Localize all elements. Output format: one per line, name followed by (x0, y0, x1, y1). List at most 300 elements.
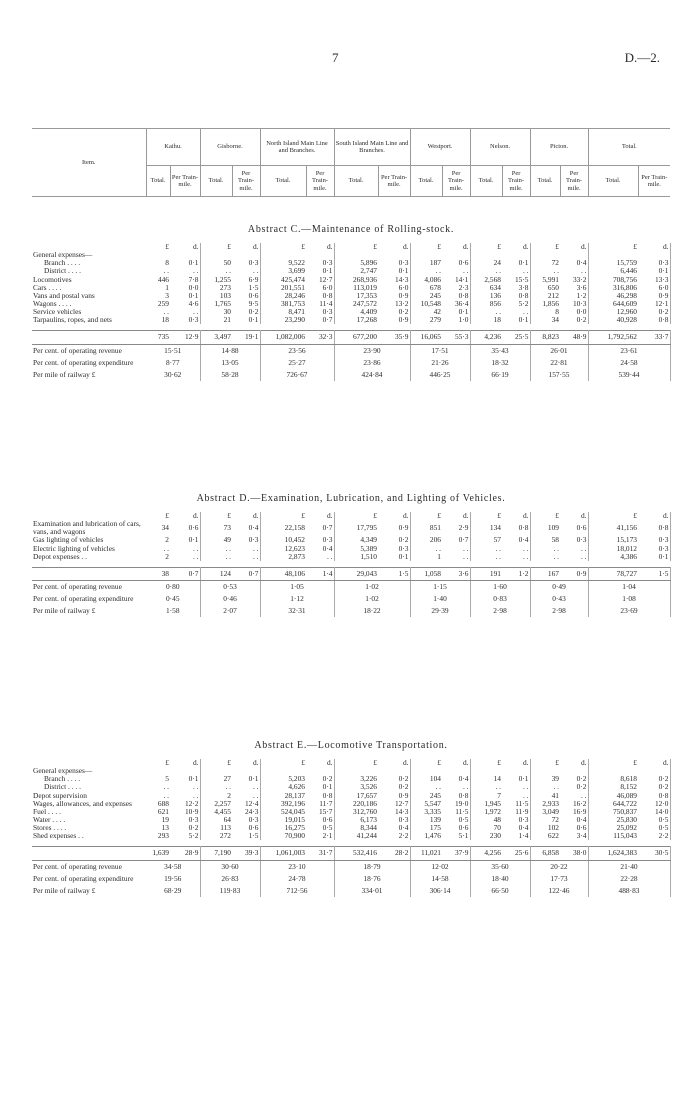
row-cell (530, 767, 560, 775)
row-cell: . . (560, 545, 588, 553)
row-cell (588, 767, 638, 775)
percentage-value: 23·90 (334, 344, 410, 357)
row-cell: 8,344 (360, 824, 377, 833)
row-cell: 750,837 (612, 807, 637, 816)
unit-cell: d. (232, 512, 260, 520)
row-label: Examination and lubrication of cars, vans, and wagons (33, 520, 141, 537)
row-cell: . . (560, 553, 588, 561)
table-row (32, 832, 670, 840)
row-cell: . . (442, 553, 470, 561)
total-row (32, 567, 670, 580)
row-cell: 17,268 (356, 316, 377, 325)
percentage-value: 58·28 (200, 369, 260, 381)
row-cell: 0·6 (306, 816, 334, 824)
row-cell: . . (502, 545, 530, 553)
row-cell: . . (163, 308, 169, 317)
row-cell: 18 (161, 316, 169, 325)
row-cell: 3 (165, 291, 169, 300)
row-cell: . . (163, 544, 169, 553)
row-cell: 0·2 (170, 824, 200, 832)
row-cell: 11·9 (502, 808, 530, 816)
row-cell: 3·4 (560, 832, 588, 840)
unit-cell: d. (170, 759, 200, 767)
row-cell: 64 (223, 815, 231, 824)
row-cell: 11·5 (442, 808, 470, 816)
row-cell: 0·8 (502, 292, 530, 300)
row-cell: 0·4 (502, 824, 530, 832)
row-cell: 247,572 (352, 299, 377, 308)
row-cell: 220,186 (352, 799, 377, 808)
row-cell: 0·3 (306, 308, 334, 316)
percentage-value: 334·01 (334, 885, 410, 897)
percentage-row (32, 344, 670, 357)
total-cell: 0·9 (560, 567, 588, 580)
row-label: General expenses— (33, 767, 93, 776)
total-cell: 31·7 (306, 847, 334, 860)
row-cell: . . (495, 552, 501, 561)
unit-cell: £ (227, 512, 231, 520)
row-cell: 0·2 (378, 775, 410, 783)
row-cell: 524,045 (280, 807, 305, 816)
row-cell: 1·2 (560, 292, 588, 300)
row-cell: 1,856 (542, 299, 559, 308)
sub-header-total: Total. (410, 166, 442, 197)
row-cell: 0·3 (638, 259, 670, 267)
row-cell: 0·1 (232, 775, 260, 783)
row-cell: 14·3 (378, 276, 410, 284)
row-cell: 6·0 (306, 284, 334, 292)
row-cell: 1 (437, 552, 441, 561)
row-cell: . . (170, 792, 200, 800)
total-cell: 1,639 (146, 847, 170, 860)
row-cell: 644,722 (612, 799, 637, 808)
row-cell: 0·1 (638, 267, 670, 275)
unit-cell: d. (638, 243, 670, 251)
total-cell: 0·7 (170, 567, 200, 580)
unit-cell: £ (555, 512, 559, 520)
row-cell: 206 (429, 536, 441, 545)
total-row (32, 847, 670, 860)
sub-header-total: Total. (146, 166, 170, 197)
row-cell: 0·1 (170, 259, 200, 267)
row-cell: 4,455 (214, 807, 231, 816)
percentage-value: 1·05 (260, 580, 334, 593)
row-cell: . . (560, 792, 588, 800)
row-cell: 0·1 (502, 775, 530, 783)
row-cell: 0·3 (306, 259, 334, 267)
row-cell: 0·0 (560, 308, 588, 316)
table-row (32, 520, 670, 536)
row-cell: 13 (161, 824, 169, 833)
row-cell: 0·4 (378, 824, 410, 832)
percentage-value: 14·88 (200, 344, 260, 357)
total-cell: 29,043 (334, 567, 378, 580)
row-cell: . . (435, 783, 441, 792)
row-cell: 2·1 (306, 832, 334, 840)
row-cell: 50 (223, 259, 231, 268)
row-cell: 134 (489, 523, 501, 533)
row-cell: 5,203 (288, 775, 305, 784)
row-cell: 0·3 (638, 536, 670, 544)
unit-cell: £ (373, 759, 377, 767)
row-cell: 0·2 (378, 783, 410, 791)
abstract-d-section (32, 493, 670, 617)
percentage-value: 1·02 (334, 593, 410, 605)
percentage-value: 1·12 (260, 593, 334, 605)
row-cell: 46,089 (616, 791, 637, 800)
row-cell: . . (232, 792, 260, 800)
item-header: Item. (32, 129, 146, 197)
row-cell: 0·6 (170, 520, 200, 536)
row-cell: 0·3 (170, 316, 200, 324)
unit-cell: £ (633, 759, 637, 767)
row-cell: 11·7 (306, 800, 334, 808)
row-cell: 0·1 (502, 259, 530, 267)
row-cell: 73 (223, 523, 231, 533)
row-cell: 230 (489, 832, 501, 841)
row-cell: 0·8 (638, 520, 670, 536)
sub-header-per-train-mile: Per Train-mile. (442, 166, 470, 197)
row-label: Stores . . . . (33, 824, 67, 833)
row-cell: 3·6 (560, 284, 588, 292)
row-cell (470, 767, 502, 775)
row-cell: 0·8 (306, 792, 334, 800)
row-cell: 41 (551, 791, 559, 800)
row-cell: 28,137 (284, 791, 305, 800)
unit-cell: £ (497, 759, 501, 767)
row-cell: 49 (223, 536, 231, 545)
row-cell: 36·4 (442, 300, 470, 308)
row-cell: 259 (157, 299, 169, 308)
row-cell: 0·1 (170, 292, 200, 300)
row-cell: 0·3 (378, 545, 410, 553)
row-cell: 21 (223, 316, 231, 325)
percentage-value: 13·05 (200, 357, 260, 369)
percentage-value: 2·07 (200, 605, 260, 617)
row-cell: 57 (493, 536, 501, 545)
row-cell: 23,290 (284, 316, 305, 325)
row-cell: . . (495, 267, 501, 276)
units-row (32, 759, 670, 767)
row-cell: 2 (165, 536, 169, 545)
unit-cell: d. (502, 243, 530, 251)
row-label: Cars . . . . (33, 283, 62, 292)
total-cell: 8,823 (530, 331, 560, 344)
row-cell: 245 (429, 291, 441, 300)
table-row (32, 316, 670, 324)
row-cell (442, 767, 470, 775)
table-row (32, 308, 670, 316)
row-cell: 34 (161, 523, 169, 533)
table-row (32, 292, 670, 300)
row-cell: 72 (551, 259, 559, 268)
sub-header-per-train-mile: Per Train-mile. (170, 166, 200, 197)
row-cell: 0·3 (232, 259, 260, 267)
row-cell: 273 (219, 283, 231, 292)
unit-cell: £ (633, 512, 637, 520)
abstract-title: Abstract C.—Maintenance of Rolling-stock. (247, 224, 455, 235)
row-cell: 0·1 (170, 775, 200, 783)
percentage-value: 15·51 (146, 344, 200, 357)
row-cell: . . (435, 267, 441, 276)
row-cell: 58 (551, 536, 559, 545)
total-cell: 48·9 (560, 331, 588, 344)
row-cell: 0·8 (502, 520, 530, 536)
percentage-value: 119·83 (200, 885, 260, 897)
row-cell: 316,806 (612, 283, 637, 292)
table-row (32, 267, 670, 275)
row-cell: 25,092 (616, 824, 637, 833)
total-cell: 677,200 (334, 331, 378, 344)
percentage-value: 35·60 (470, 860, 530, 873)
row-cell: 0·9 (378, 792, 410, 800)
total-cell: 1·5 (638, 567, 670, 580)
sub-header-total: Total. (470, 166, 502, 197)
percentage-value: 712·56 (260, 885, 334, 897)
sub-header-total: Total. (200, 166, 232, 197)
row-cell: 11·4 (306, 300, 334, 308)
row-cell: 0·1 (306, 267, 334, 275)
table-row (32, 783, 670, 791)
row-cell: 0·6 (232, 292, 260, 300)
row-cell: . . (306, 553, 334, 561)
row-cell: 0·7 (306, 316, 334, 324)
total-cell: 3·6 (442, 567, 470, 580)
row-cell: 7 (497, 791, 501, 800)
row-cell: 446 (157, 275, 169, 284)
section-header: South Island Main Line and Branches. (334, 129, 410, 166)
row-cell: 6·0 (378, 284, 410, 292)
unit-cell: d. (502, 759, 530, 767)
row-cell: . . (225, 552, 231, 561)
units-label (32, 512, 146, 520)
row-cell (470, 251, 502, 259)
total-cell: 191 (470, 567, 502, 580)
total-cell: 6,858 (530, 847, 560, 860)
unit-cell: £ (373, 512, 377, 520)
row-cell (638, 251, 670, 259)
row-cell: 12,623 (284, 544, 305, 553)
unit-cell: £ (497, 243, 501, 251)
row-cell: . . (553, 552, 559, 561)
row-cell: 104 (429, 775, 441, 784)
table-row (32, 536, 670, 544)
row-label: Shed expenses . . (33, 832, 84, 841)
row-cell: 41,156 (616, 523, 637, 533)
row-cell: 11·5 (502, 800, 530, 808)
percentage-value: 23·61 (588, 344, 670, 357)
row-cell (146, 767, 170, 775)
row-cell: 0·2 (232, 308, 260, 316)
row-cell: 2,933 (542, 799, 559, 808)
percentage-value: 24·58 (588, 357, 670, 369)
row-cell: 28,246 (284, 291, 305, 300)
row-cell: . . (225, 783, 231, 792)
row-cell: 0·4 (306, 545, 334, 553)
percentage-value: 66·50 (470, 885, 530, 897)
percentage-value: 22·28 (588, 873, 670, 885)
row-label: General expenses— (33, 251, 93, 260)
row-cell: 4,386 (620, 552, 637, 561)
row-cell (232, 767, 260, 775)
unit-cell: £ (227, 243, 231, 251)
row-cell: 3,699 (288, 267, 305, 276)
row-cell: 18 (493, 316, 501, 325)
unit-cell: £ (437, 759, 441, 767)
row-cell: 42 (433, 308, 441, 317)
row-cell: 16,275 (284, 824, 305, 833)
row-cell: 0·9 (638, 292, 670, 300)
row-cell: 4·6 (170, 300, 200, 308)
row-label: Depot expenses . . (33, 552, 87, 561)
row-cell: . . (560, 267, 588, 275)
row-cell: 15·5 (502, 276, 530, 284)
row-cell: 139 (429, 815, 441, 824)
row-cell: . . (502, 308, 530, 316)
row-cell: 6,446 (620, 267, 637, 276)
row-cell: 5·1 (442, 832, 470, 840)
sub-header-total: Total. (260, 166, 306, 197)
percentage-value: 35·43 (470, 344, 530, 357)
percentage-label: Per cent. of operating expenditure (33, 873, 134, 883)
row-cell: 10,548 (420, 299, 441, 308)
row-cell: 1,255 (214, 275, 231, 284)
row-cell: 7·8 (170, 276, 200, 284)
row-cell: 0·2 (378, 308, 410, 316)
unit-cell: d. (638, 512, 670, 520)
row-cell: . . (163, 267, 169, 276)
row-cell: 268,936 (352, 275, 377, 284)
row-cell: 851 (429, 523, 441, 533)
percentage-value: 0·46 (200, 593, 260, 605)
row-cell: . . (232, 545, 260, 553)
row-cell: 17,353 (356, 291, 377, 300)
row-cell: 381,753 (280, 299, 305, 308)
section-header: Kaihu. (146, 129, 200, 166)
percentage-value: 25·27 (260, 357, 334, 369)
row-cell: 15,759 (616, 259, 637, 268)
row-cell: 113 (220, 824, 231, 833)
row-cell (410, 767, 442, 775)
row-cell: 5·2 (502, 300, 530, 308)
total-cell: 1·4 (306, 567, 334, 580)
row-cell: 425,474 (280, 275, 305, 284)
row-cell: . . (435, 544, 441, 553)
unit-cell: d. (378, 243, 410, 251)
row-cell: . . (495, 544, 501, 553)
unit-cell: d. (442, 512, 470, 520)
row-cell (334, 251, 378, 259)
row-cell: 0·4 (560, 816, 588, 824)
row-cell: 0·3 (378, 816, 410, 824)
unit-cell: d. (502, 512, 530, 520)
percentage-value: 14·58 (410, 873, 470, 885)
row-cell: 5,991 (542, 275, 559, 284)
row-cell: 187 (429, 259, 441, 268)
total-cell: 1,792,562 (588, 331, 638, 344)
row-cell: 2,873 (288, 552, 305, 561)
unit-cell: d. (560, 512, 588, 520)
row-cell: . . (502, 783, 530, 791)
row-cell: 0·6 (560, 520, 588, 536)
unit-cell: d. (378, 512, 410, 520)
row-cell: 4,349 (360, 536, 377, 545)
row-cell: 0·2 (378, 536, 410, 544)
row-cell: 10·9 (170, 808, 200, 816)
row-cell: 0·2 (638, 308, 670, 316)
row-cell: 0·3 (232, 536, 260, 544)
row-cell: 15·7 (306, 808, 334, 816)
table-row (32, 284, 670, 292)
row-cell: 19·0 (442, 800, 470, 808)
row-cell (146, 251, 170, 259)
unit-cell: d. (560, 243, 588, 251)
row-cell: 621 (157, 807, 169, 816)
row-cell: 19 (161, 815, 169, 824)
percentage-value: 0·45 (146, 593, 200, 605)
unit-cell: £ (497, 512, 501, 520)
row-cell: 0·2 (560, 775, 588, 783)
row-cell (378, 767, 410, 775)
percentage-value: 29·39 (410, 605, 470, 617)
row-cell: 0·6 (232, 824, 260, 832)
section-header: Nelson. (470, 129, 530, 166)
row-cell: . . (232, 267, 260, 275)
row-cell: 113,019 (353, 283, 377, 292)
row-cell: 4,086 (424, 275, 441, 284)
percentage-value: 0·53 (200, 580, 260, 593)
row-cell (334, 767, 378, 775)
total-cell: 38 (146, 567, 170, 580)
row-cell: 0·8 (638, 792, 670, 800)
row-cell: 0·8 (442, 292, 470, 300)
total-cell: 25·5 (502, 331, 530, 344)
row-cell: . . (232, 553, 260, 561)
row-cell: 10·3 (560, 300, 588, 308)
unit-cell: d. (442, 243, 470, 251)
row-cell: 0·1 (378, 553, 410, 561)
row-cell: 14·0 (638, 808, 670, 816)
abstract-e-section (32, 740, 670, 897)
table-row (32, 824, 670, 832)
row-cell: 2 (165, 552, 169, 561)
percentage-value: 2·98 (470, 605, 530, 617)
row-cell (378, 251, 410, 259)
row-cell (560, 251, 588, 259)
unit-cell: d. (232, 759, 260, 767)
row-cell: 70,900 (284, 832, 305, 841)
row-cell: 17,657 (356, 791, 377, 800)
percentage-label: Per cent. of operating revenue (33, 581, 122, 591)
row-cell: 14 (493, 775, 501, 784)
row-cell: 0·3 (232, 816, 260, 824)
row-cell: 0·2 (560, 783, 588, 791)
row-label: Wagons . . . . (33, 299, 72, 308)
row-cell: 0·1 (442, 308, 470, 316)
row-cell: 16·2 (560, 800, 588, 808)
abstract-table (32, 512, 671, 617)
percentage-value: 18·22 (334, 605, 410, 617)
page-number: 7 (332, 50, 339, 65)
row-cell: 1·5 (232, 832, 260, 840)
row-cell: 6·9 (232, 276, 260, 284)
row-cell: 0·1 (502, 316, 530, 324)
table-row (32, 259, 670, 267)
percentage-value: 18·79 (334, 860, 410, 873)
row-cell (200, 251, 232, 259)
abstract-title: Abstract E.—Locomotive Transportation. (254, 740, 448, 751)
row-cell: 2·2 (638, 832, 670, 840)
